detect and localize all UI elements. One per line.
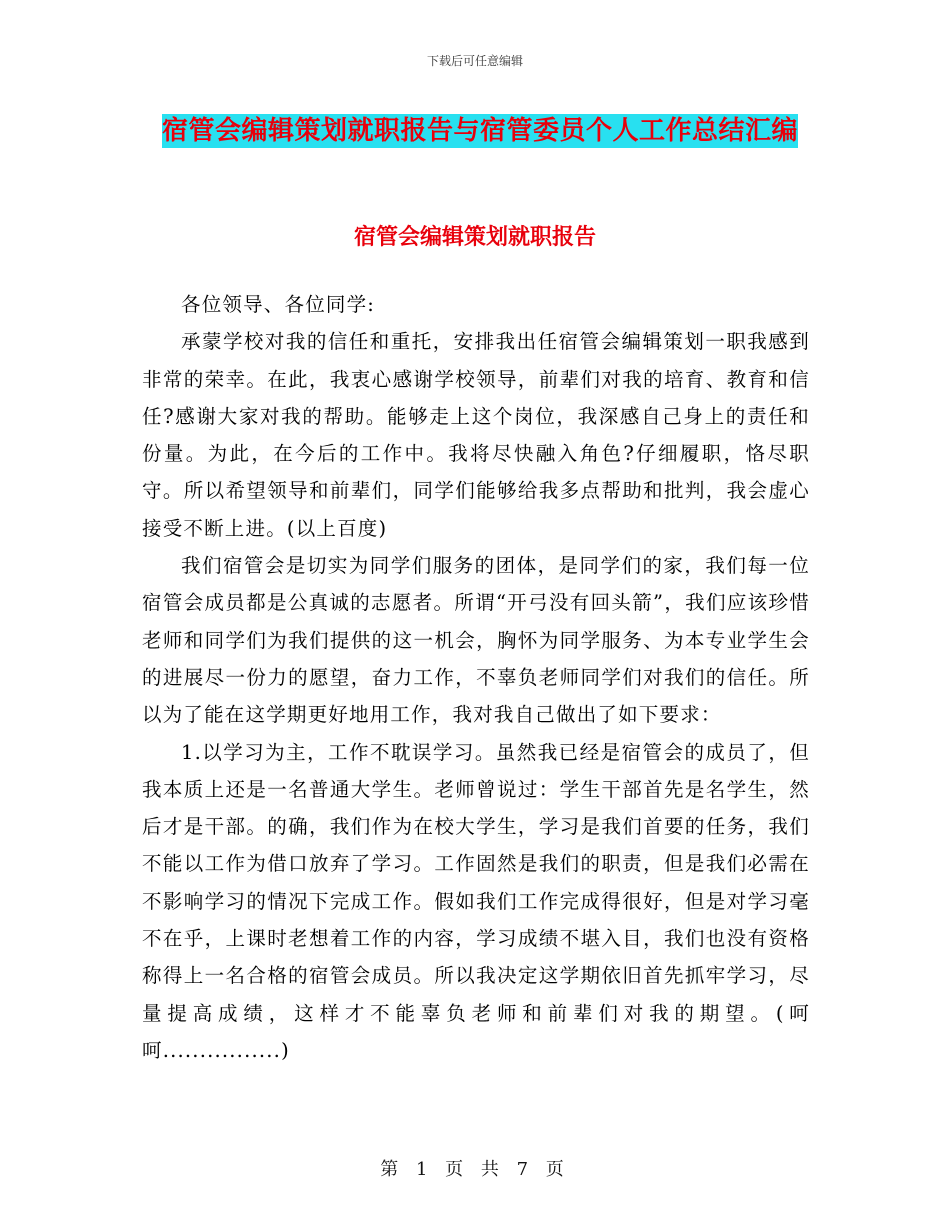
paragraph: 承蒙学校对我的信任和重托，安排我出任宿管会编辑策划一职我感到非常的荣幸。在此，我衷心感谢学校领导，前辈们对我的培育、教育和信任?感谢大家对我的帮助。能够走上这个岗位，我深感自己身上的责任和份量。为此，在今后的工作中。我将尽快融入角色?仔细履职，恪尽职守。所以希望领导和前辈们，同学们能够给我多点帮助和批判，我会虚心接受不断上进。(以上百度): [142, 330, 810, 540]
paragraph-salutation: 各位领导、各位同学:: [181, 293, 376, 316]
header-note: 下载后可任意编辑: [426, 54, 523, 68]
paragraph: 我们宿管会是切实为同学们服务的团体，是同学们的家，我们每一位宿管会成员都是公真诚的志愿者。所谓“开弓没有回头箭”，我们应该珍惜老师和同学们为我们提供的这一机会，胸怀为同学服务、为本专业学生会的进展尽一份力的愿望，奋力工作，不辜负老师同学们对我们的信任。所以为了能在这学期更好地用工作，我对我自己做出了如下要求：: [142, 554, 810, 727]
document-title: [150, 108, 810, 154]
paragraph: 1.以学习为主，工作不耽误学习。虽然我已经是宿管会的成员了，但我本质上还是一名普通大学生。老师曾说过：学生干部首先是名学生，然后才是干部。的确，我们作为在校大学生，学习是我们首要的任务，我们不能以工作为借口放弃了学习。工作固然是我们的职责，但是我们必需在不影响学习的情况下完成工作。假如我们工作完成得很好，但是对学习毫不在乎，上课时老想着工作的内容，学习成绩不堪入目，我们也没有资格称得上一名合格的宿管会成员。所以我决定这学期依旧首先抓牢学习，尽量提高成绩，这样才不能辜负老师和前辈们对我的期望。(呵呵................): [142, 740, 810, 1062]
section-title: 宿管会编辑策划就职报告: [353, 224, 596, 250]
body-text: [142, 286, 810, 1069]
document-title-text: 宿管会编辑策划就职报告与宿管委员个人工作总结汇编: [161, 116, 798, 146]
page-number-footer: 第 1 页 共 7 页: [380, 1159, 570, 1180]
